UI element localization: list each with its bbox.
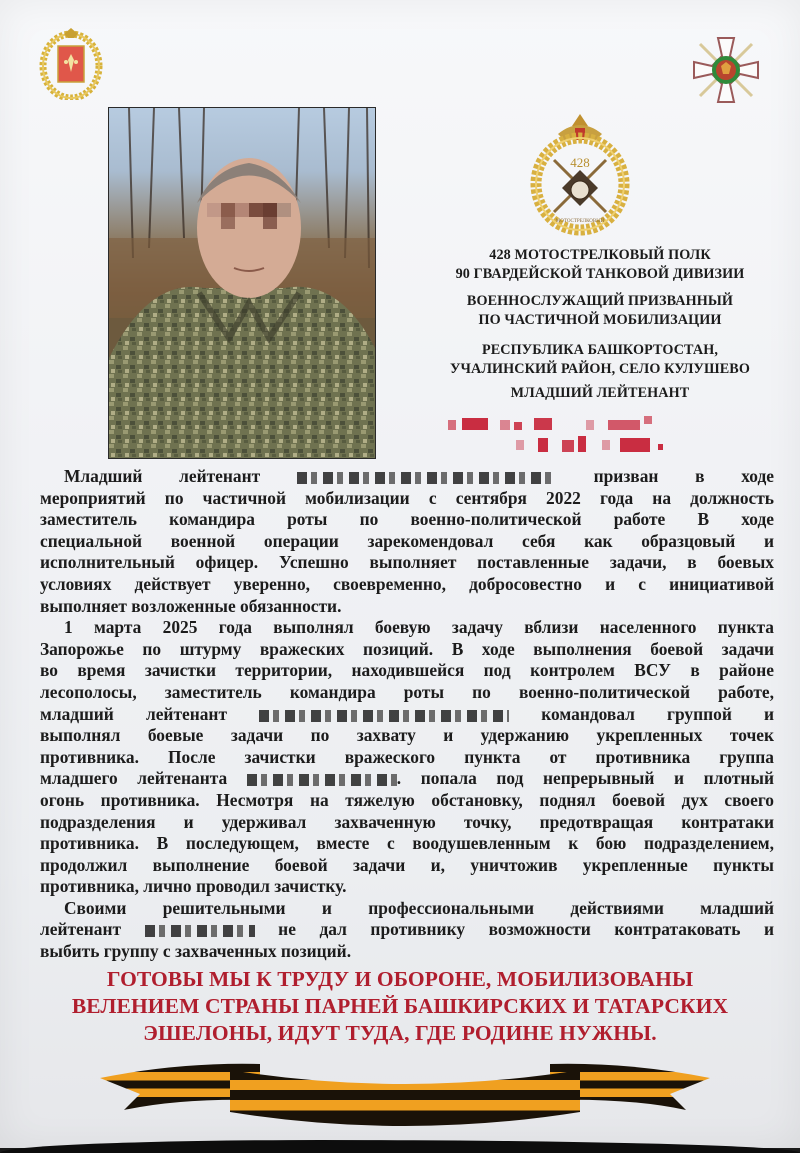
rank-label: МЛАДШИЙ ЛЕЙТЕНАНТ [510, 385, 690, 401]
division-cross-emblem-icon [690, 34, 762, 106]
redacted-name [444, 412, 754, 458]
svg-text:428: 428 [570, 155, 590, 170]
military-district-emblem-icon [38, 26, 104, 100]
unit-heading [440, 246, 760, 284]
slogan-line-2: ВЕЛЕНИЕМ СТРАНЫ ПАРНЕЙ БАШКИРСКИХ И ТАТАРСКИХ [71, 994, 729, 1018]
redacted-name [145, 925, 255, 937]
paragraph-3: Своими решительными и профессиональными действиями младший лейтенант не дал противнику возможности контратаковать и выбить группу с захваченных позиций. [40, 897, 774, 962]
unit-line-1: 428 МОТОСТРЕЛКОВЫЙ ПОЛК [489, 247, 711, 263]
redacted-name [247, 774, 397, 786]
region-line-2: УЧАЛИНСКИЙ РАЙОН, СЕЛО КУЛУШЕВО [449, 361, 750, 377]
unit-line-2: 90 ГВАРДЕЙСКОЙ ТАНКОВОЙ ДИВИЗИИ [455, 266, 745, 282]
soldier-portrait-photo [108, 107, 376, 459]
region-heading [440, 341, 760, 379]
slogan-line-3: ЭШЕЛОНЫ, ИДУТ ТУДА, ГДЕ РОДИНЕ НУЖНЫ. [143, 1021, 657, 1045]
rank-heading [440, 384, 760, 403]
region-line-1: РЕСПУБЛИКА БАШКОРТОСТАН, [481, 342, 719, 358]
status-line-2: ПО ЧАСТИЧНОЙ МОБИЛИЗАЦИИ [478, 312, 722, 328]
svg-text:МОТОСТРЕЛКОВЫЙ: МОТОСТРЕЛКОВЫЙ [555, 219, 605, 224]
redacted-name [297, 472, 557, 484]
status-line-1: ВОЕННОСЛУЖАЩИЙ ПРИЗВАННЫЙ [466, 293, 734, 309]
slogan [40, 966, 760, 1047]
citation-body [40, 466, 774, 963]
st-george-ribbon-icon [100, 1050, 710, 1130]
paragraph-2: 1 марта 2025 года выполнял боевую задачу вблизи населенного пункта Запорожье по штурму вражеских позиций. В ходе выполнения боевой задачи во время зачистки территории, находившейся под контролем ВСУ в районе лесополосы, заместитель командира роты по военно-политической работе, младший лейтенант командовал группой и выполнял боевые задачи по захвату и удержанию укрепленных точек противника. После зачистки вражеского пункта от противника группа младшего лейтенанта . попала под непрерывный и плотный огонь противника. Несмотря на тяжелую обстановку, поднял боевой дух своего подразделения и удерживал захваченную точку, предотвращая контратаки противника. В последующем, вместе с воодушевленным к бою подразделением, продолжил выполнение боевой задачи и, уничтожив укрепленные пункты противника, лично проводил зачистку. [40, 617, 774, 897]
regiment-emblem-icon [528, 112, 632, 238]
paragraph-1: Младший лейтенант призван в ходе мероприятий по частичной мобилизации с сентября 2022 года на должность заместитель командира роты по военно-политической работе В ходе специальной военной операции зарекомендовал себя как образцовый и исполнительный офицер. Успешно выполняет поставленные задачи, в боевых условиях действует уверенно, своевременно, добросовестно и с инициативой выполняет возложенные обязанности. [40, 466, 774, 616]
redacted-name [259, 710, 509, 722]
slogan-line-1: ГОТОВЫ МЫ К ТРУДУ И ОБОРОНЕ, МОБИЛИЗОВАНЫ [106, 967, 694, 991]
status-heading [440, 292, 760, 330]
